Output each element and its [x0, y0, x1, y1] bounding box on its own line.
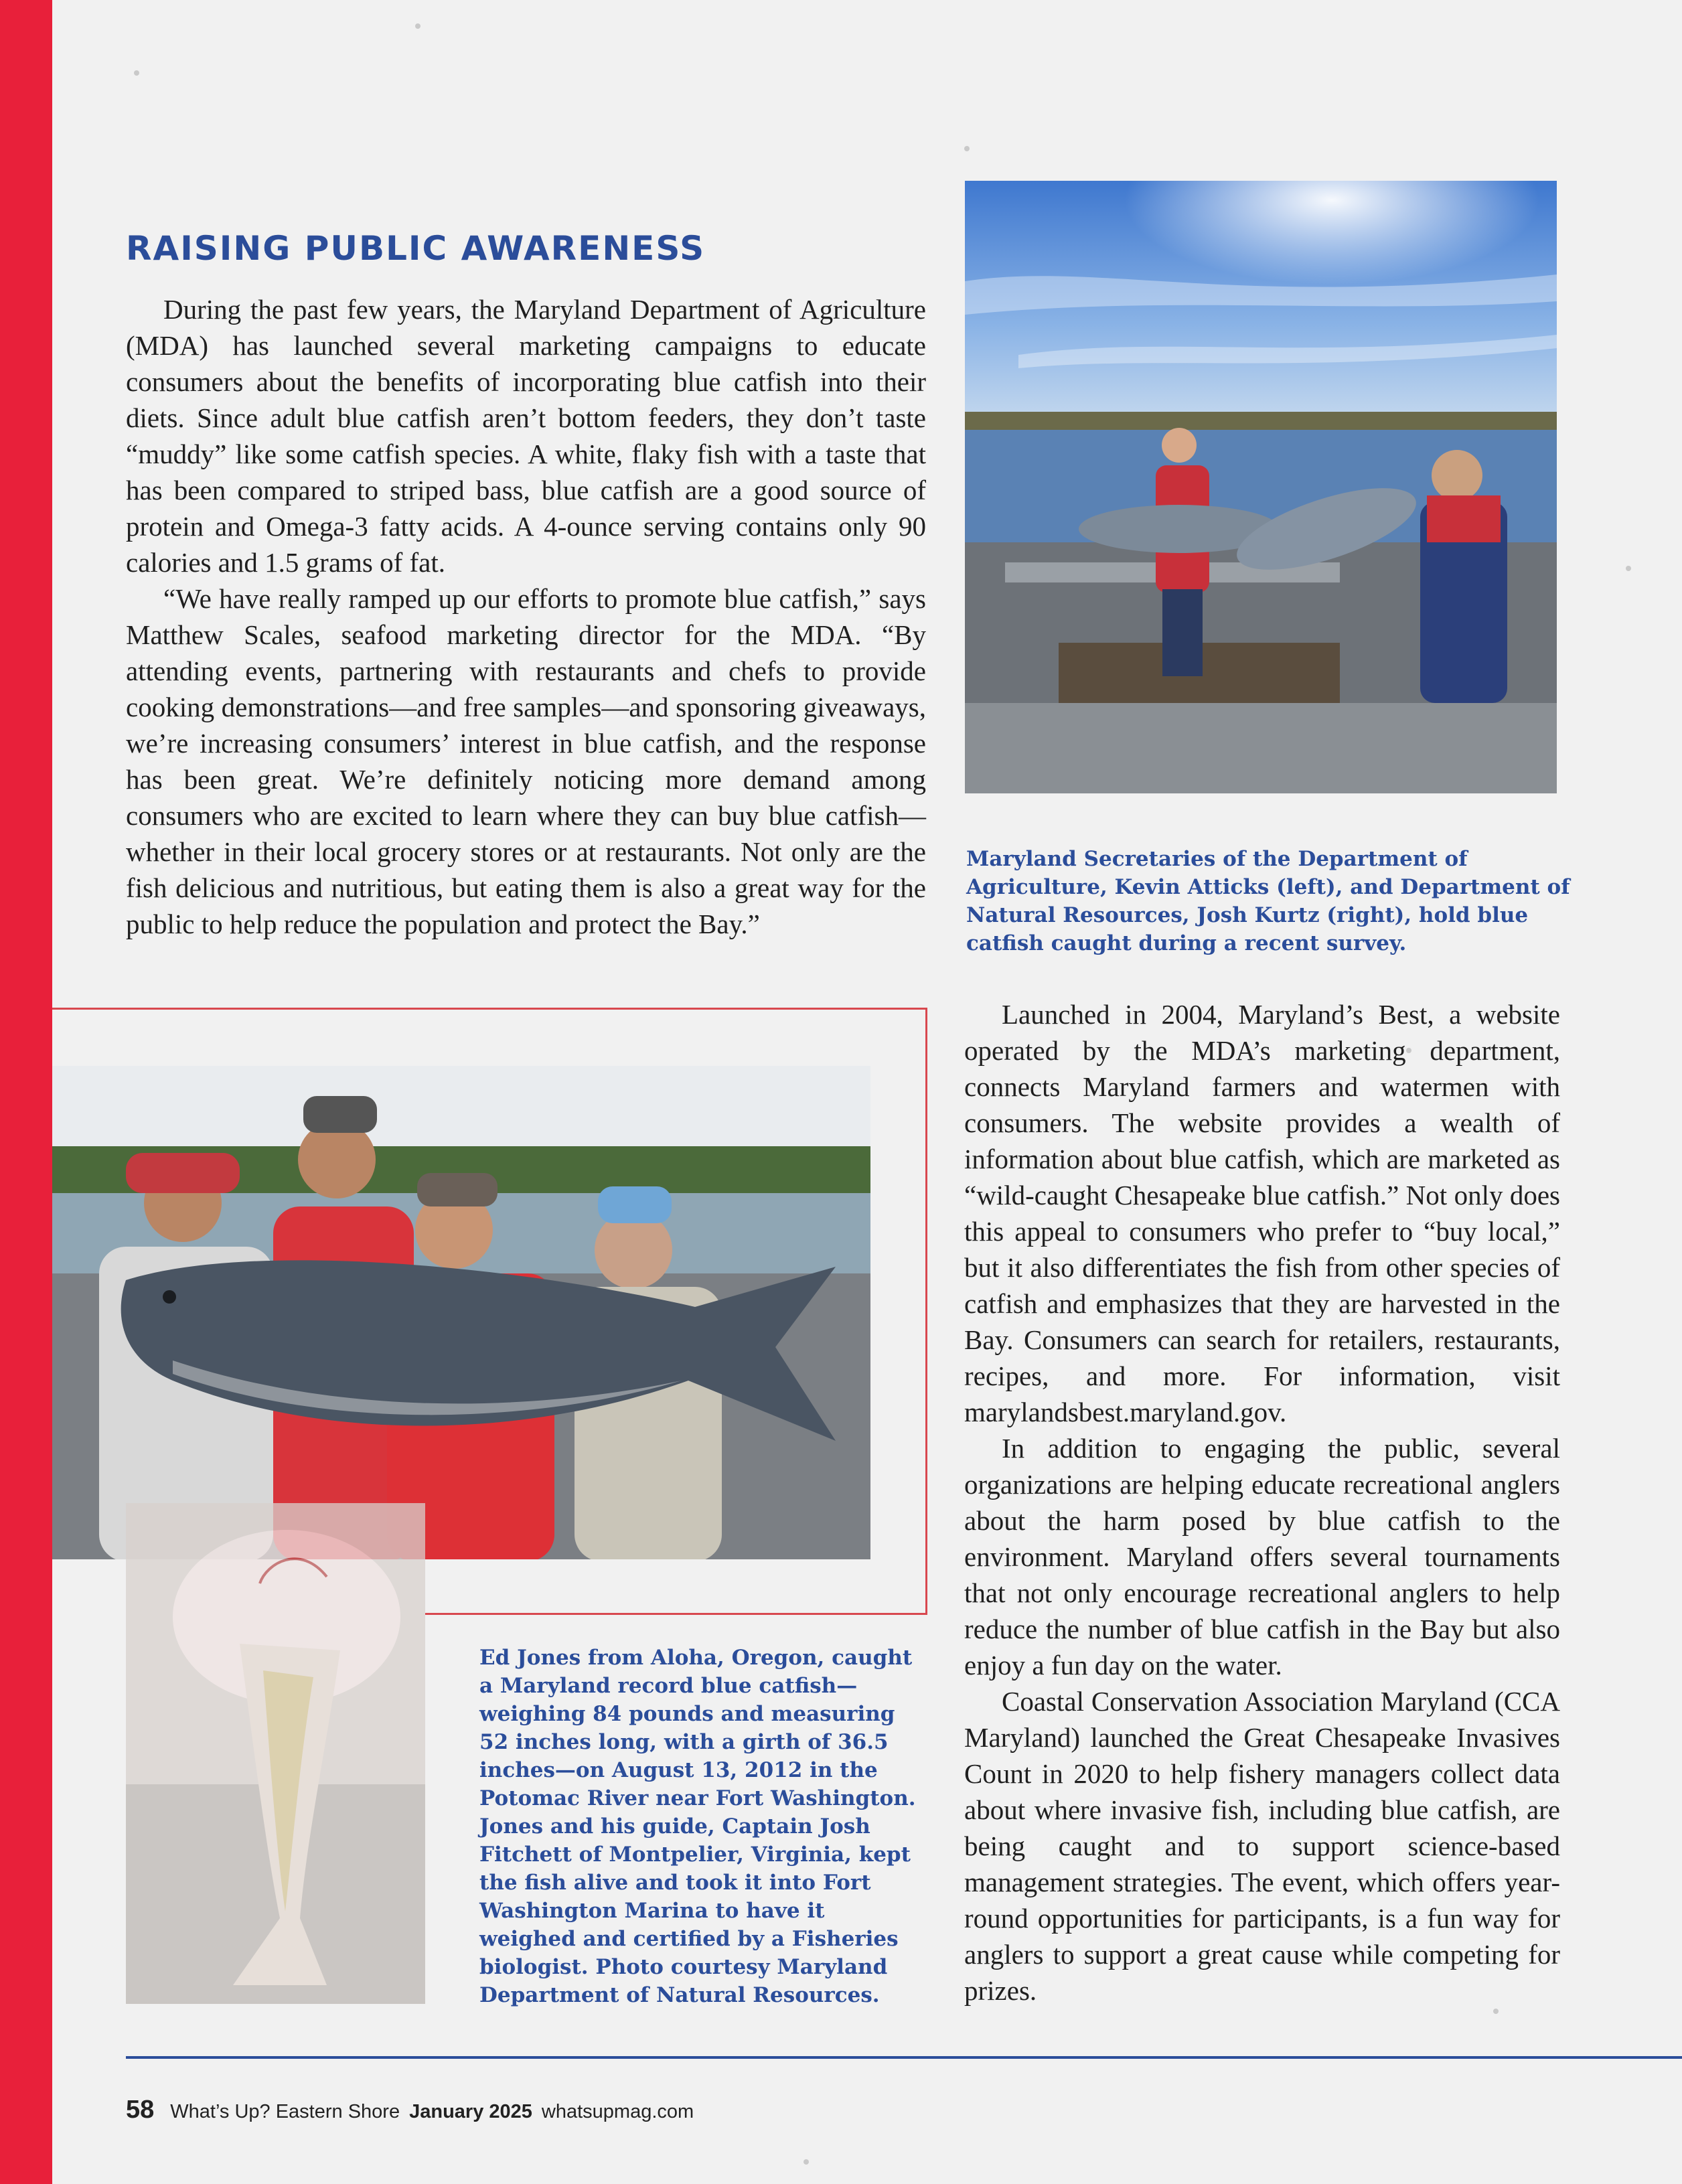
- article-paragraph: In addition to engaging the public, several organizations are helping educate recreational anglers about the harm posed by blue catfish to the environment. Maryland offers several tournaments that not only encourage recreational anglers to help reduce the number of blue catfish in the Bay but also enjoy a fun day on the water.: [964, 1433, 1560, 1681]
- paper-speck: [134, 70, 139, 76]
- paper-speck: [964, 146, 970, 151]
- top-photo-caption: Maryland Secretaries of the Department of Agriculture, Kevin Atticks (left), and Department of Natural Resources, Josh Kurtz (right), hold blue catfish caught during a recent survey.: [966, 847, 1570, 955]
- bottom-photo-caption: Ed Jones from Aloha, Oregon, caught a Maryland record blue catfish—weighing 84 pounds and measuring 52 inches long, with a girth of 36.5 inches—on August 13, 2012 in the Potomac River near Fort Washington. Jones and his guide, Captain Josh Fitchett of Montpelier, Virginia, kept the fish alive and took it into Fort Washington Marina to have it weighed and certified by a Fisheries biologist. Photo courtesy Maryland Department of Natural Resources.: [479, 1646, 916, 2007]
- publication-name: What’s Up? Eastern Shore: [170, 2101, 400, 2122]
- pale-catfish-photo: [126, 1503, 425, 2004]
- paper-speck: [1626, 566, 1631, 571]
- paper-speck: [415, 23, 420, 29]
- website-link[interactable]: whatsupmag.com: [541, 2101, 694, 2122]
- boat-survey-photo: [965, 181, 1557, 793]
- article-paragraph: Launched in 2004, Maryland’s Best, a website operated by the MDA’s marketing department, connects Maryland farmers and watermen with consumers. The website provides a wealth of information about blue catfish, which are marketed as “wild-caught Chesapeake blue catfish.” Not only does this appeal to consumers who prefer to “buy local,” but it also differentiates the fish from other species of catfish and emphasizes that they are harvested in the Bay. Consumers can search for retailers, restaurants, recipes, and more. For information, visit marylandsbest.maryland.gov.: [964, 999, 1560, 1427]
- article-paragraph: Coastal Conservation Association Maryland (CCA Maryland) launched the Great Chesapeake Invasives Count in 2020 to help fishery managers collect data about where invasive fish, including blue catfish, are being caught and to support science-based management strategies. The event, which offers year-round opportunities for participants, is a fun way for anglers to support a great cause while competing for prizes.: [964, 1686, 1560, 2006]
- issue-date: January 2025: [409, 2101, 532, 2122]
- article-column-right: [964, 996, 1560, 2009]
- red-margin-bar: [0, 0, 52, 2184]
- photo-frame-right: [925, 1008, 927, 1615]
- paper-speck: [1493, 2009, 1499, 2014]
- record-catfish-photo: [52, 1066, 870, 1559]
- article-column-left: [126, 291, 926, 942]
- section-heading: RAISING PUBLIC AWARENESS: [126, 229, 706, 268]
- article-paragraph: “We have really ramped up our efforts to promote blue catfish,” says Matthew Scales, seafood marketing director for the MDA. “By attending events, partnering with restaurants and chefs to provide cooking demonstrations—and free samples—and sponsoring giveaways, we’re increasing consumers’ interest in blue catfish, and the response has been great. We’re definitely noticing more demand among consumers who are excited to learn where they can buy blue catfish—whether in their local grocery stores or at restaurants. Not only are the fish delicious and nutritious, but eating them is also a great way for the public to help reduce the population and protect the Bay.”: [126, 583, 926, 939]
- photo-frame-top: [52, 1008, 927, 1010]
- page-number: 58: [126, 2096, 155, 2124]
- paper-speck: [804, 2159, 809, 2165]
- article-paragraph: During the past few years, the Maryland Department of Agriculture (MDA) has launched several marketing campaigns to educate consumers about the benefits of incorporating blue catfish into their diets. Since adult blue catfish aren’t bottom feeders, they don’t taste “muddy” like some catfish species. A white, flaky fish with a taste that has been compared to striped bass, blue catfish are a good source of protein and Omega-3 fatty acids. A 4-ounce serving contains only 90 calories and 1.5 grams of fat.: [126, 294, 926, 578]
- footer-rule: [126, 2056, 1682, 2059]
- page-footer: [126, 2096, 694, 2124]
- photo-frame-bottom: [425, 1613, 927, 1615]
